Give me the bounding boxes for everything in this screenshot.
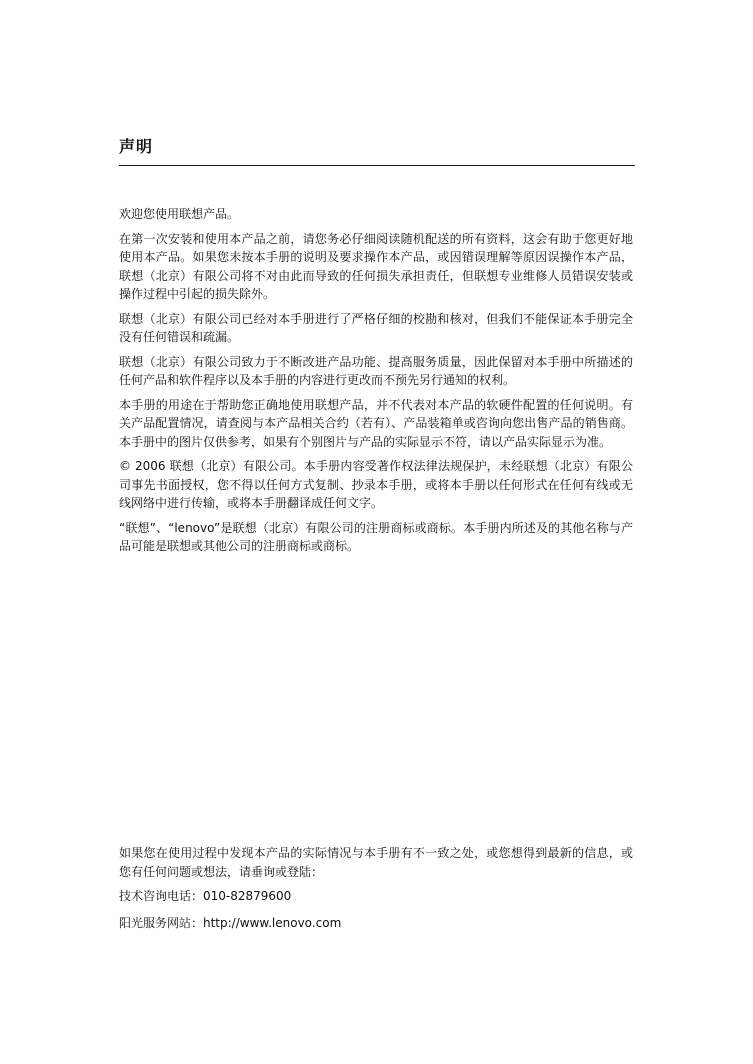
paragraph-welcome: 欢迎您使用联想产品。 xyxy=(119,207,240,221)
support-website[interactable]: 阳光服务网站：http://www.lenovo.com xyxy=(119,915,342,930)
support-phone: 技术咨询电话：010-82879600 xyxy=(119,889,292,903)
paragraph-proofread: 联想（北京）有限公司已经对本手册进行了严格仔细的校勘和核对，但我们不能保证本手册完全没有任何错误和疏漏。 xyxy=(119,311,633,344)
page-title: 声明 xyxy=(119,137,154,156)
paragraph-trademark: “联想”、“lenovo”是联想（北京）有限公司的注册商标或商标。本手册内所述及的其他名称与产品可能是联想或其他公司的注册商标或商标。 xyxy=(119,520,633,553)
paragraph-read-first: 在第一次安装和使用本产品之前，请您务必仔细阅读随机配送的所有资料，这会有助于您更好地使用本产品。如果您未按本手册的说明及要求操作本产品，或因错误理解等原因误操作本产品，联想（北京）有限公司将不对由此而导致的任何损失承担责任，但联想专业维修人员错误安装或操作过程中引起的损失除外。 xyxy=(119,231,633,301)
paragraph-improvement: 联想（北京）有限公司致力于不断改进产品功能、提高服务质量，因此保留对本手册中所描述的任何产品和软件程序以及本手册的内容进行更改而不预先另行通知的权利。 xyxy=(119,354,633,387)
title-divider xyxy=(119,165,635,166)
contact-section xyxy=(119,844,633,940)
paragraph-purpose: 本手册的用途在于帮助您正确地使用联想产品，并不代表对本产品的软硬件配置的任何说明。有关产品配置情况，请查阅与本产品相关合约（若有）、产品装箱单或咨询向您出售产品的销售商。本手册中的图片仅供参考，如果有个别图片与产品的实际显示不符，请以产品实际显示为准。 xyxy=(119,397,633,449)
notice-body xyxy=(119,205,633,562)
contact-intro: 如果您在使用过程中发现本产品的实际情况与本手册有不一致之处，或您想得到最新的信息，或您有任何问题或想法，请垂询或登陆： xyxy=(119,846,633,879)
paragraph-copyright: © 2006 联想（北京）有限公司。本手册内容受著作权法律法规保护，未经联想（北京）有限公司事先书面授权，您不得以任何方式复制、抄录本手册，或将本手册以任何形式在任何有线或无线网络中进行传输，或将本手册翻译成任何文字。 xyxy=(119,459,633,510)
